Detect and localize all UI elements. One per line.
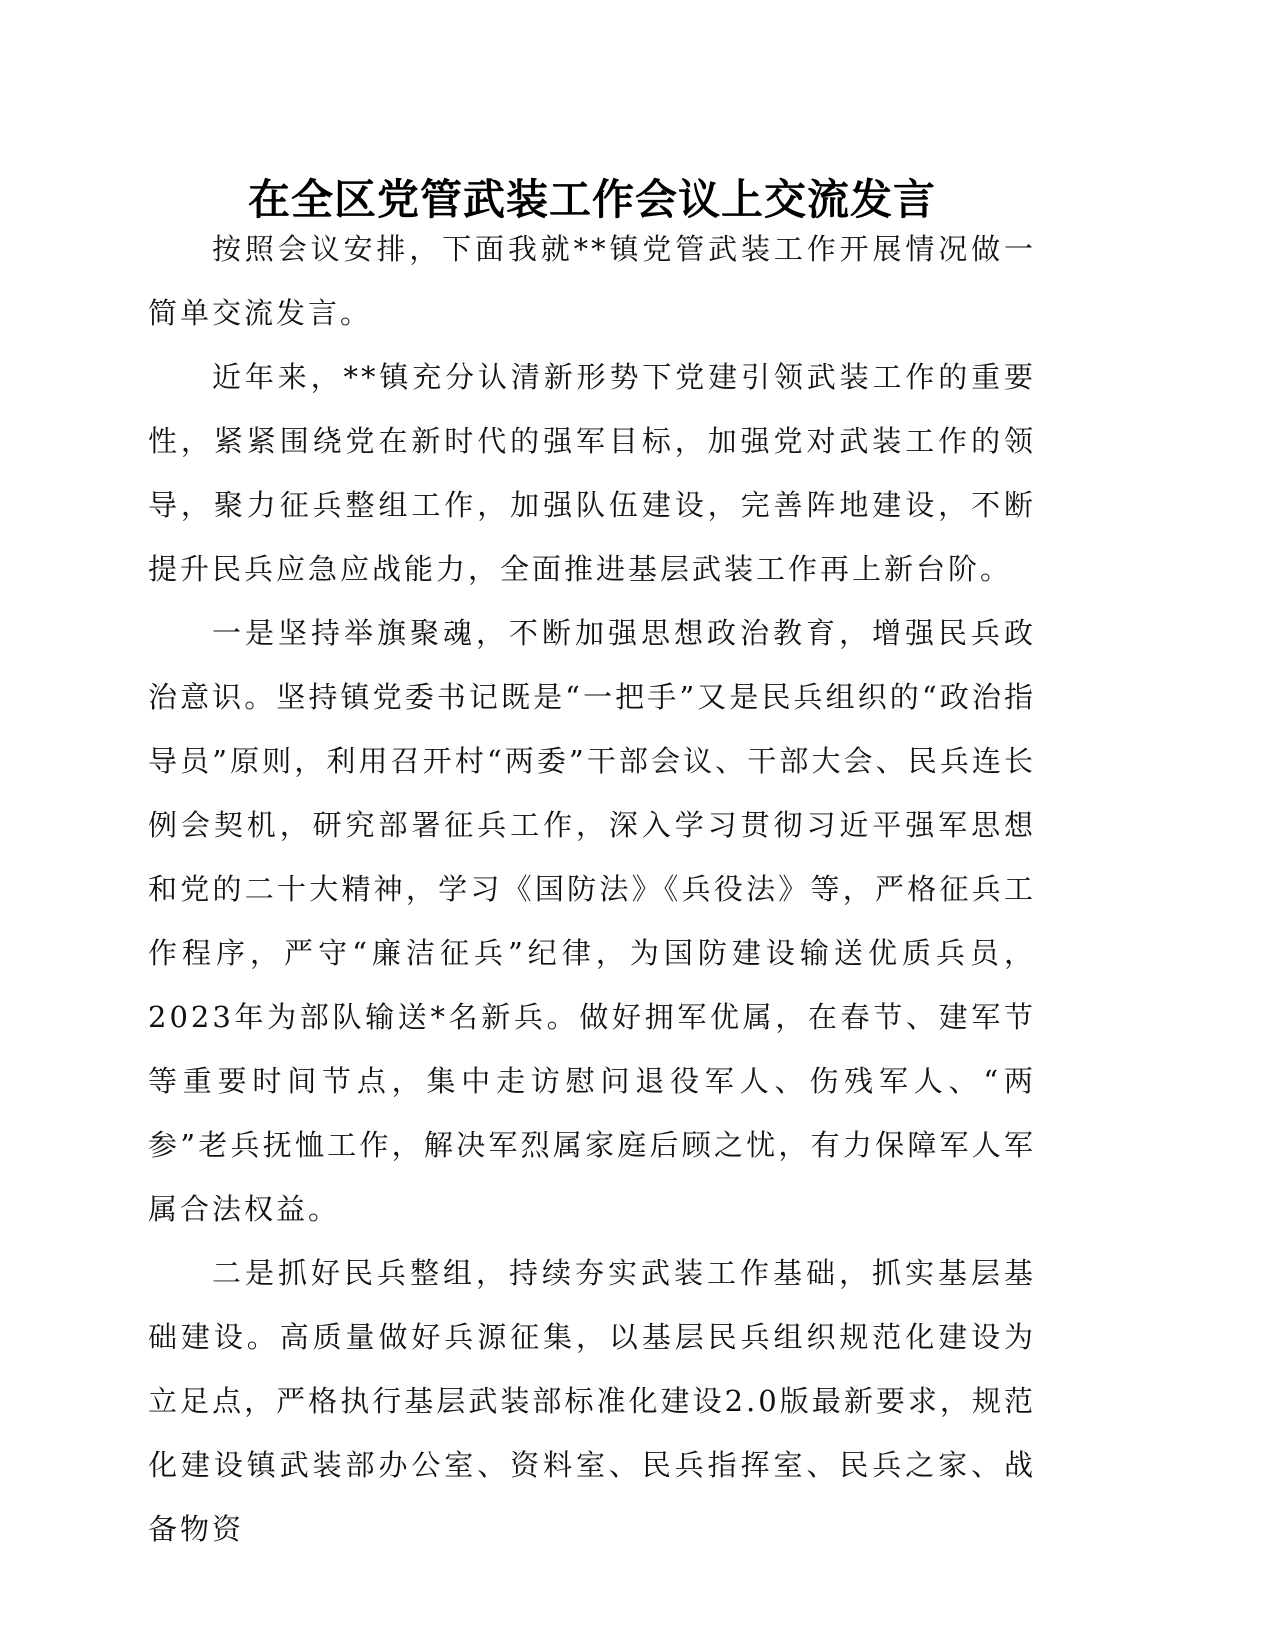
- document-title: 在全区党管武装工作会议上交流发言: [247, 175, 936, 224]
- paragraph-point-one: 一是坚持举旗聚魂，不断加强思想政治教育，增强民兵政治意识。坚持镇党委书记既是“一把手”又是民兵组织的“政治指导员”原则，利用召开村“两委”干部会议、干部大会、民兵连长例会契机，研究部署征兵工作，深入学习贯彻习近平强军思想和党的二十大精神，学习《国防法》《兵役法》等，严格征兵工作程序，严守“廉洁征兵”纪律，为国防建设输送优质兵员，2023年为部队输送*名新兵。做好拥军优属，在春节、建军节等重要时间节点，集中走访慰问退役军人、伤残军人、“两参”老兵抚恤工作，解决军烈属家庭后顾之忧，有力保障军人军属合法权益。: [148, 616, 1036, 1226]
- paragraph-intro: 按照会议安排，下面我就**镇党管武装工作开展情况做一简单交流发言。: [148, 232, 1036, 330]
- paragraph-overview: 近年来，**镇充分认清新形势下党建引领武装工作的重要性，紧紧围绕党在新时代的强军目标，加强党对武装工作的领导，聚力征兵整组工作，加强队伍建设，完善阵地建设，不断提升民兵应急应战能力，全面推进基层武装工作再上新台阶。: [148, 360, 1036, 586]
- paragraph-point-two: 二是抓好民兵整组，持续夯实武装工作基础，抓实基层基础建设。高质量做好兵源征集，以基层民兵组织规范化建设为立足点，严格执行基层武装部标准化建设2.0版最新要求，规范化建设镇武装部办公室、资料室、民兵指挥室、民兵之家、战备物资: [148, 1256, 1036, 1546]
- document-body: [148, 217, 1036, 1561]
